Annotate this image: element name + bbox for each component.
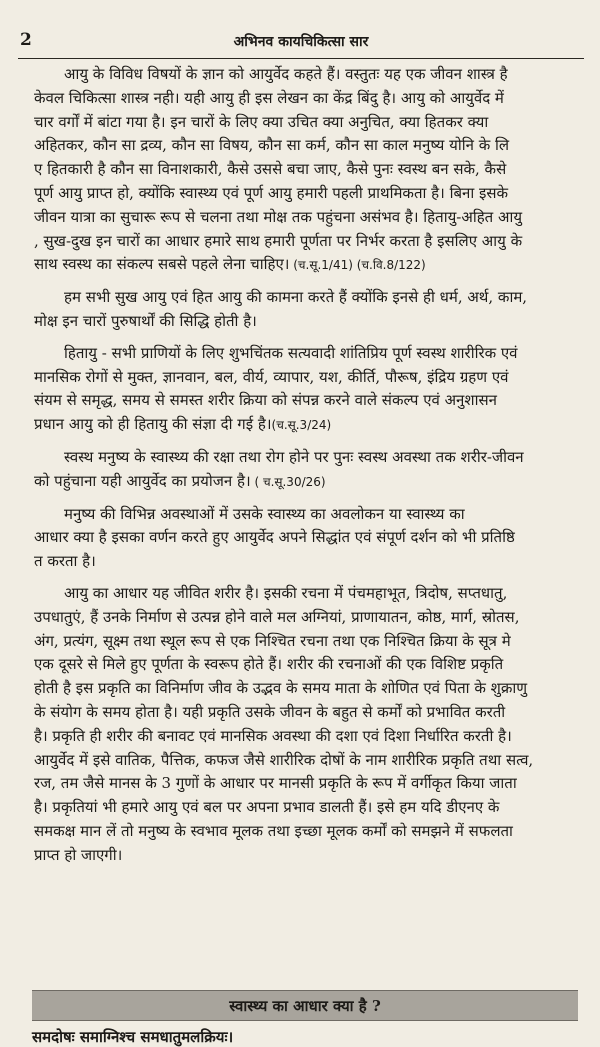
paragraph-line: समकक्ष मान लें तो मनुष्य के स्वभाव मूलक तथा इच्छा मूलक कर्मों को समझने में सफलता <box>34 821 513 840</box>
paragraph-line: हितायु - सभी प्राणियों के लिए शुभचिंतक सत्यवादी शांतिप्रिय पूर्ण स्वस्थ शारीरिक एवं <box>64 343 518 362</box>
paragraph-line: उपधातुएं, हैं उनके निर्माण से उत्पन्न होने वाले मल अग्नियां, प्राणायातन, कोष्ठ, मार्ग, स्रोतस, <box>34 607 520 626</box>
paragraph-line: मानसिक रोगों से मुक्त, ज्ञानवान, बल, वीर्य, व्यापार, यश, कीर्ति, पौरूष, इंद्रिय ग्रहण एवं <box>34 367 509 386</box>
line-text: साथ स्वस्थ का संकल्प सबसे पहले लेना चाहिए। <box>34 255 290 274</box>
paragraph-line: मोक्ष इन चारों पुरुषार्थों की सिद्धि होती है। <box>34 311 257 330</box>
paragraph-line <box>34 470 582 495</box>
paragraph-line: हम सभी सुख आयु एवं हित आयु की कामना करते हैं क्योंकि इनसे ही धर्म, अर्थ, काम, <box>64 288 528 307</box>
running-title: अभिनव कायचिकित्सा सार <box>233 34 369 50</box>
section-heading-bar <box>32 990 578 1021</box>
paragraph <box>34 342 582 438</box>
paragraph-line: , सुख-दुख इन चारों का आधार हमारे साथ हमारी पूर्णता पर निर्भर करता है इसलिए आयु के <box>34 231 523 250</box>
page-number: 2 <box>20 30 32 50</box>
paragraph-line: आधार क्या है इसका वर्णन करते हुए आयुर्वेद अपने सिद्धांत एवं संपूर्ण दर्शन को भी प्रतिष्ठि <box>34 528 515 547</box>
paragraph-line: त करता है। <box>34 552 96 571</box>
paragraph-line: आयु का आधार यह जीवित शरीर है। इसकी रचना में पंचमहाभूत, त्रिदोष, सप्तधातु, <box>64 583 508 602</box>
citation-ref: ( च.सू.30/26) <box>250 474 326 489</box>
line-text: को पहुंचाना यही आयुर्वेद का प्रयोजन है। <box>34 471 251 490</box>
header-rule <box>18 58 584 59</box>
paragraph-line <box>34 253 582 278</box>
paragraph-line: संयम से समृद्ध, समय से समस्त शरीर क्रिया को संपन्न करने वाले संकल्प एवं अनुशासन <box>34 391 497 410</box>
paragraph-line: है। प्रकृतियां भी हमारे आयु एवं बल पर अपना प्रभाव डालती हैं। इसे हम यदि डीएनए के <box>34 798 500 817</box>
paragraph-line: स्वस्थ मनुष्य के स्वास्थ्य की रक्षा तथा रोग होने पर पुनः स्वस्थ अवस्था तक शरीर-जीवन <box>64 447 524 466</box>
paragraph-line: है। प्रकृति ही शरीर की बनावट एवं मानसिक अवस्था की दशा एवं दिशा निर्धारित करती है। <box>34 726 512 745</box>
paragraph-line: एक दूसरे से मिले हुए पूर्णता के स्वरूप होते हैं। शरीर की रचनाओं की एक विशिष्ट प्रकृति <box>34 655 504 674</box>
paragraph-line: रज, तम जैसे मानस के 3 गुणों के आधार पर मानसी प्रकृति के रूप में वर्गीकृत किया जाता <box>34 774 517 793</box>
paragraph-line: के संयोग के समय होता है। यही प्रकृति उसके जीवन के बहुत से कर्मों को प्रभावित करती <box>34 702 506 721</box>
sloka-line: समदोषः समाग्निश्च समधातुमलक्रियः। <box>32 1028 234 1046</box>
paragraph-line: आयु के विविध विषयों के ज्ञान को आयुर्वेद कहते हैं। वस्तुतः यह एक जीवन शास्त्र है <box>64 65 508 83</box>
paragraph-line: अंग, प्रत्यंग, सूक्ष्म तथा स्थूल रूप से एक निश्चित रचना तथा एक निश्चित क्रिया के सूत्र मे <box>34 631 511 650</box>
line-text: प्रधान आयु को ही हितायु की संज्ञा दी गई है। <box>34 415 272 434</box>
paragraph <box>34 582 582 868</box>
paragraph <box>34 286 582 334</box>
citation-ref: (च.सू.1/41) (च.वि.8/122) <box>289 258 426 273</box>
citation-ref: (च.सू.3/24) <box>271 418 332 433</box>
paragraph-line: जीवन यात्रा का सुचारू रूप से चलना तथा मोक्ष तक पहुंचना असंभव है। हितायु-अहित आयु <box>34 207 523 226</box>
paragraph-line: केवल चिकित्सा शास्त्र नही। यही आयु ही इस लेखन का केंद्र बिंदु है। आयु को आयुर्वेद में <box>34 88 504 107</box>
section-title: स्वास्थ्य का आधार क्या है ? <box>229 997 381 1015</box>
paragraph-line: प्राप्त हो जाएगी। <box>34 845 123 864</box>
paragraph-line: ए हितकारी है कौन सा विनाशकारी, कैसे उससे बचा जाए, कैसे पुनः स्वस्थ बन सके, कैसे <box>34 160 507 179</box>
paragraph <box>34 503 582 574</box>
paragraph-line: आयुर्वेद में इसे वातिक, पैत्तिक, कफज जैसे शारीरिक दोषों के नाम शारीरिक प्रकृति तथा सत्व, <box>34 750 534 769</box>
paragraph-line: पूर्ण आयु प्राप्त हो, क्योंकि स्वास्थ्य एवं पूर्ण आयु हमारी पहली प्राथमिकता है। बिना इसके <box>34 183 509 202</box>
paragraph-line: होती है इस प्रकृति का विनिर्माण जीव के उद्भव के समय माता के शोणित एवं पिता के शुक्राणु <box>34 679 528 698</box>
body-text <box>34 63 582 876</box>
paragraph <box>34 63 582 278</box>
page-header <box>18 30 584 56</box>
paragraph-line <box>34 413 582 438</box>
paragraph-line: मनुष्य की विभिन्न अवस्थाओं में उसके स्वास्थ्य का अवलोकन या स्वास्थ्य का <box>64 504 465 523</box>
paragraph-line: चार वर्गों में बांटा गया है। इन चारों के लिए क्या उचित क्या अनुचित, क्या हितकर क्या <box>34 112 489 131</box>
paragraph-line: अहितकर, कौन सा द्रव्य, कौन सा विषय, कौन सा कर्म, कौन सा काल मनुष्य योनि के लि <box>34 136 510 155</box>
paragraph <box>34 446 582 495</box>
